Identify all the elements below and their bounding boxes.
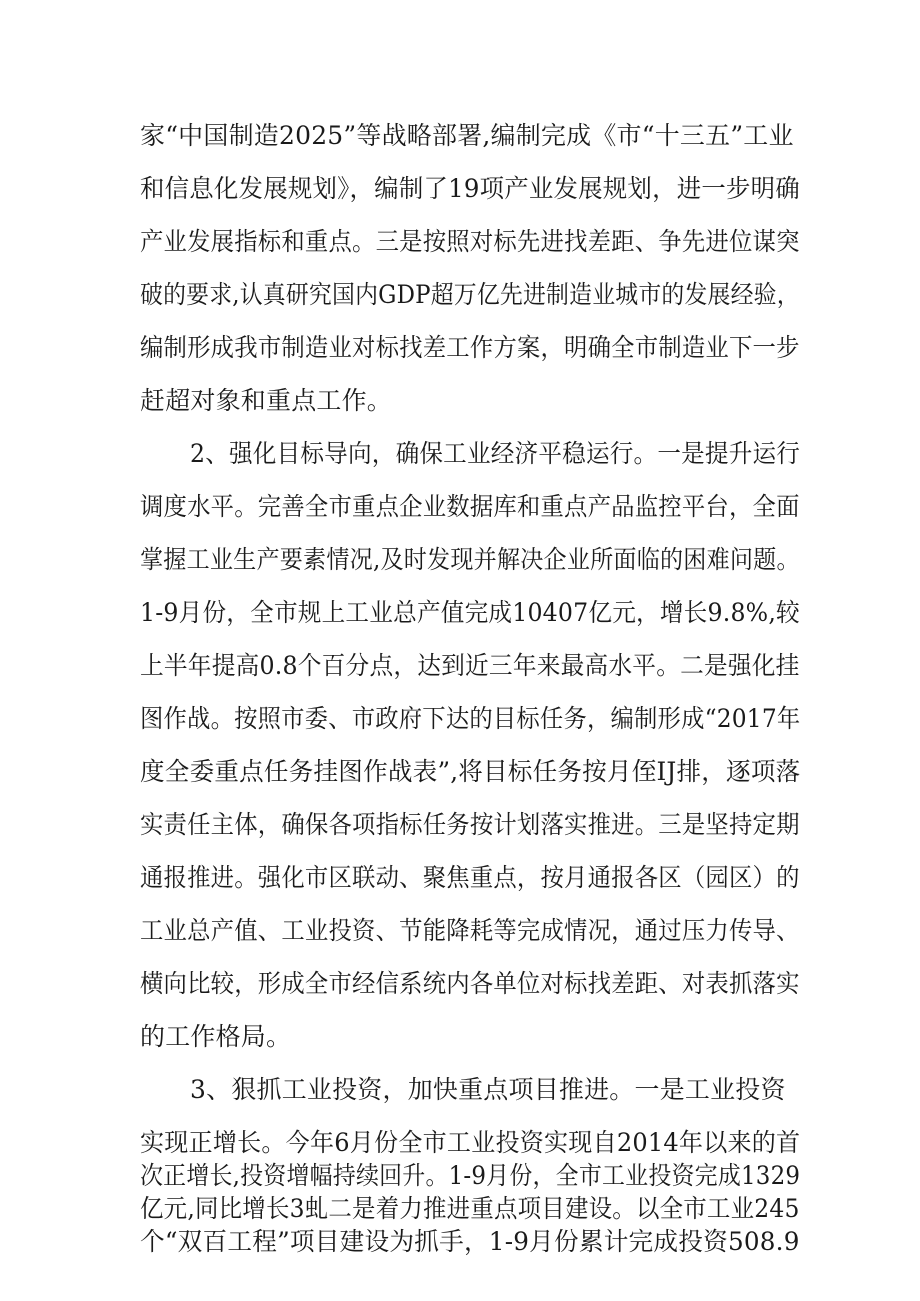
paragraph-line: 实现正增长。今年6月份全市工业投资实现自2014年以来的首 (140, 1128, 801, 1157)
paragraph-line: 调度水平。完善全市重点企业数据库和重点产品监控平台，全面 (140, 492, 800, 521)
paragraph-line: 实责任主体，确保各项指标任务按计划落实推进。三是坚持定期 (140, 810, 800, 839)
paragraph-line: 工业总产值、工业投资、节能降耗等完成情况，通过压力传导、 (140, 916, 800, 945)
section-heading-line: 2、强化目标导向，确保工业经济平稳运行。一是提升运行 (190, 439, 801, 468)
paragraph-line: 上半年提高0.8个百分点，达到近三年来最高水平。二是强化挂 (140, 651, 800, 680)
paragraph-line: 破的要求,认真研究国内GDP超万亿先进制造业城市的发展经验， (140, 280, 800, 309)
paragraph-line: 赶超对象和重点工作。 (140, 386, 393, 415)
paragraph-line: 度全委重点任务挂图作战表”,将目标任务按月侄IJ排，逐项落 (140, 757, 801, 786)
paragraph-line: 掌握工业生产要素情况,及时发现并解决企业所面临的困难问题。 (140, 545, 800, 574)
paragraph-line: 编制形成我市制造业对标找差工作方案，明确全市制造业下一步 (140, 333, 800, 362)
paragraph-line: 产业发展指标和重点。三是按照对标先进找差距、争先进位谋突 (140, 227, 800, 256)
paragraph-line: 次正增长,投资增幅持续回升。1-9月份，全市工业投资完成1329 (140, 1161, 801, 1190)
paragraph-line: 个“双百工程”项目建设为抓手，1-9月份累计完成投资508.9 (140, 1227, 800, 1256)
paragraph-line: 通报推进。强化市区联动、聚焦重点，按月通报各区（园区）的 (140, 863, 800, 892)
section-heading-line: 3、狠抓工业投资，加快重点项目推进。一是工业投资 (190, 1075, 786, 1104)
paragraph-line: 横向比较，形成全市经信系统内各单位对标找差距、对表抓落实 (140, 969, 800, 998)
paragraph-line: 亿元,同比增长3虬二是着力推进重点项目建设。以全市工业245 (140, 1194, 800, 1223)
paragraph-line: 1-9月份，全市规上工业总产值完成10407亿元，增长9.8%,较 (140, 598, 800, 627)
paragraph-line: 和信息化发展规划》，编制了19项产业发展规划，进一步明确 (140, 174, 800, 203)
paragraph-line: 家“中国制造2025”等战略部署,编制完成《市“十三五”工业 (140, 121, 794, 150)
paragraph-line: 图作战。按照市委、市政府下达的目标任务，编制形成“2017年 (140, 704, 801, 733)
paragraph-line: 的工作格局。 (140, 1022, 292, 1051)
